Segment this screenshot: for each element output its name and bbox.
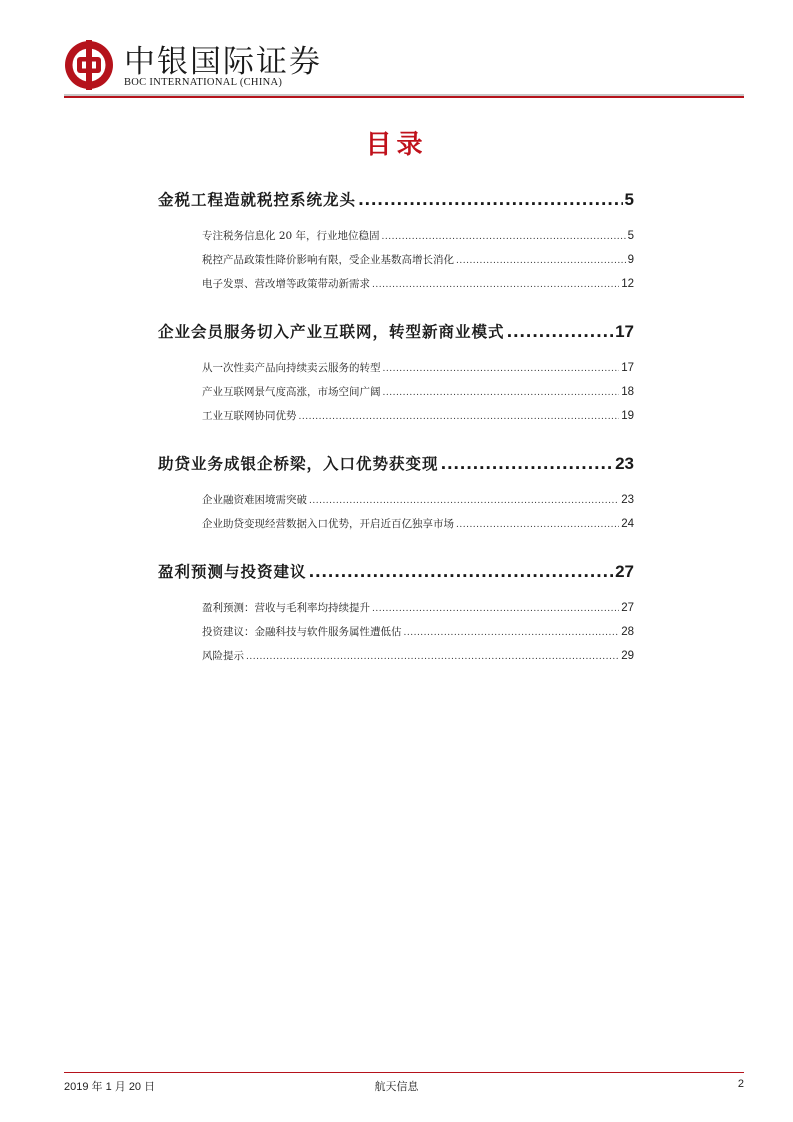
toc-section <box>158 188 634 300</box>
toc-entry-page: 23 <box>621 494 634 506</box>
footer-page-number: 2 <box>737 1078 744 1090</box>
dot-leader <box>383 386 620 398</box>
toc-entry-minor[interactable] <box>158 408 634 432</box>
toc-entry-page: 24 <box>621 518 634 530</box>
toc-entry-minor[interactable] <box>158 600 634 624</box>
footer-divider <box>64 1072 744 1073</box>
dot-leader <box>372 278 619 290</box>
dot-leader <box>246 650 619 662</box>
toc-entry-minor[interactable] <box>158 360 634 384</box>
dot-leader <box>309 494 619 506</box>
boc-logo-icon <box>64 40 114 90</box>
toc-entry-label: 企业会员服务切入产业互联网，转型新商业模式 <box>158 322 505 341</box>
toc-section <box>158 452 634 540</box>
toc-entry-page: 19 <box>621 410 634 422</box>
dot-leader <box>441 455 614 473</box>
dot-leader <box>383 362 620 374</box>
dot-leader <box>404 626 620 638</box>
brand-name-en: BOC INTERNATIONAL (CHINA) <box>124 77 283 88</box>
toc-entry-page: 5 <box>627 230 634 242</box>
toc-title: 目录 <box>365 130 428 160</box>
toc-entry-page: 29 <box>621 650 634 662</box>
toc-entry-minor[interactable] <box>158 252 634 276</box>
toc-entry-page: 17 <box>615 322 634 341</box>
toc-entry-label: 专注税务信息化 20 年，行业地位稳固 <box>202 230 380 242</box>
toc-entry-minor[interactable] <box>158 624 634 648</box>
toc-entry-label: 税控产品政策性降价影响有限，受企业基数高增长消化 <box>202 254 454 266</box>
brand-name-cn: 中银国际证券 <box>124 44 322 80</box>
toc-entry-page: 27 <box>615 562 634 581</box>
dot-leader <box>372 602 619 614</box>
toc-entry-label: 企业助贷变现经营数据入口优势，开启近百亿独享市场 <box>202 518 454 530</box>
toc-entry-page: 28 <box>621 626 634 638</box>
toc-entry-minor[interactable] <box>158 648 634 672</box>
toc-entry-label: 投资建议：金融科技与软件服务属性遭低估 <box>202 626 402 638</box>
toc-entry-minor[interactable] <box>158 276 634 300</box>
toc-entry-label: 风险提示 <box>202 650 244 662</box>
toc-entry-minor[interactable] <box>158 516 634 540</box>
toc-entry-major[interactable] <box>158 560 634 586</box>
table-of-contents <box>158 188 634 692</box>
dot-leader <box>309 563 614 581</box>
toc-entry-page: 18 <box>621 386 634 398</box>
toc-entry-page: 9 <box>627 254 634 266</box>
toc-entry-major[interactable] <box>158 320 634 346</box>
toc-entry-page: 5 <box>624 190 634 209</box>
toc-entry-page: 17 <box>621 362 634 374</box>
header-divider-red <box>64 96 744 98</box>
toc-section <box>158 320 634 432</box>
toc-entry-label: 产业互联网景气度高涨，市场空间广阔 <box>202 386 381 398</box>
toc-section <box>158 560 634 672</box>
toc-entry-label: 工业互联网协同优势 <box>202 410 297 422</box>
toc-entry-minor[interactable] <box>158 492 634 516</box>
toc-entry-minor[interactable] <box>158 228 634 252</box>
page-header <box>0 0 793 100</box>
dot-leader <box>382 230 626 242</box>
dot-leader <box>456 518 619 530</box>
toc-entry-page: 27 <box>621 602 634 614</box>
footer-company: 航天信息 <box>374 1080 419 1093</box>
dot-leader <box>358 191 623 209</box>
toc-entry-page: 12 <box>621 278 634 290</box>
toc-entry-label: 金税工程造就税控系统龙头 <box>158 190 357 209</box>
toc-entry-label: 企业融资难困境需突破 <box>202 494 307 506</box>
toc-entry-label: 盈利预测：营收与毛利率均持续提升 <box>202 602 370 614</box>
dot-leader <box>507 323 614 341</box>
toc-entry-label: 助贷业务成银企桥梁，入口优势获变现 <box>158 454 439 473</box>
dot-leader <box>299 410 620 422</box>
dot-leader <box>456 254 626 266</box>
toc-entry-page: 23 <box>615 454 634 473</box>
toc-entry-label: 从一次性卖产品向持续卖云服务的转型 <box>202 362 381 374</box>
toc-entry-minor[interactable] <box>158 384 634 408</box>
toc-entry-label: 盈利预测与投资建议 <box>158 562 307 581</box>
toc-entry-major[interactable] <box>158 452 634 478</box>
toc-entry-major[interactable] <box>158 188 634 214</box>
toc-entry-label: 电子发票、营改增等政策带动新需求 <box>202 278 370 290</box>
footer-date: 2019 年 1 月 20 日 <box>64 1081 156 1093</box>
